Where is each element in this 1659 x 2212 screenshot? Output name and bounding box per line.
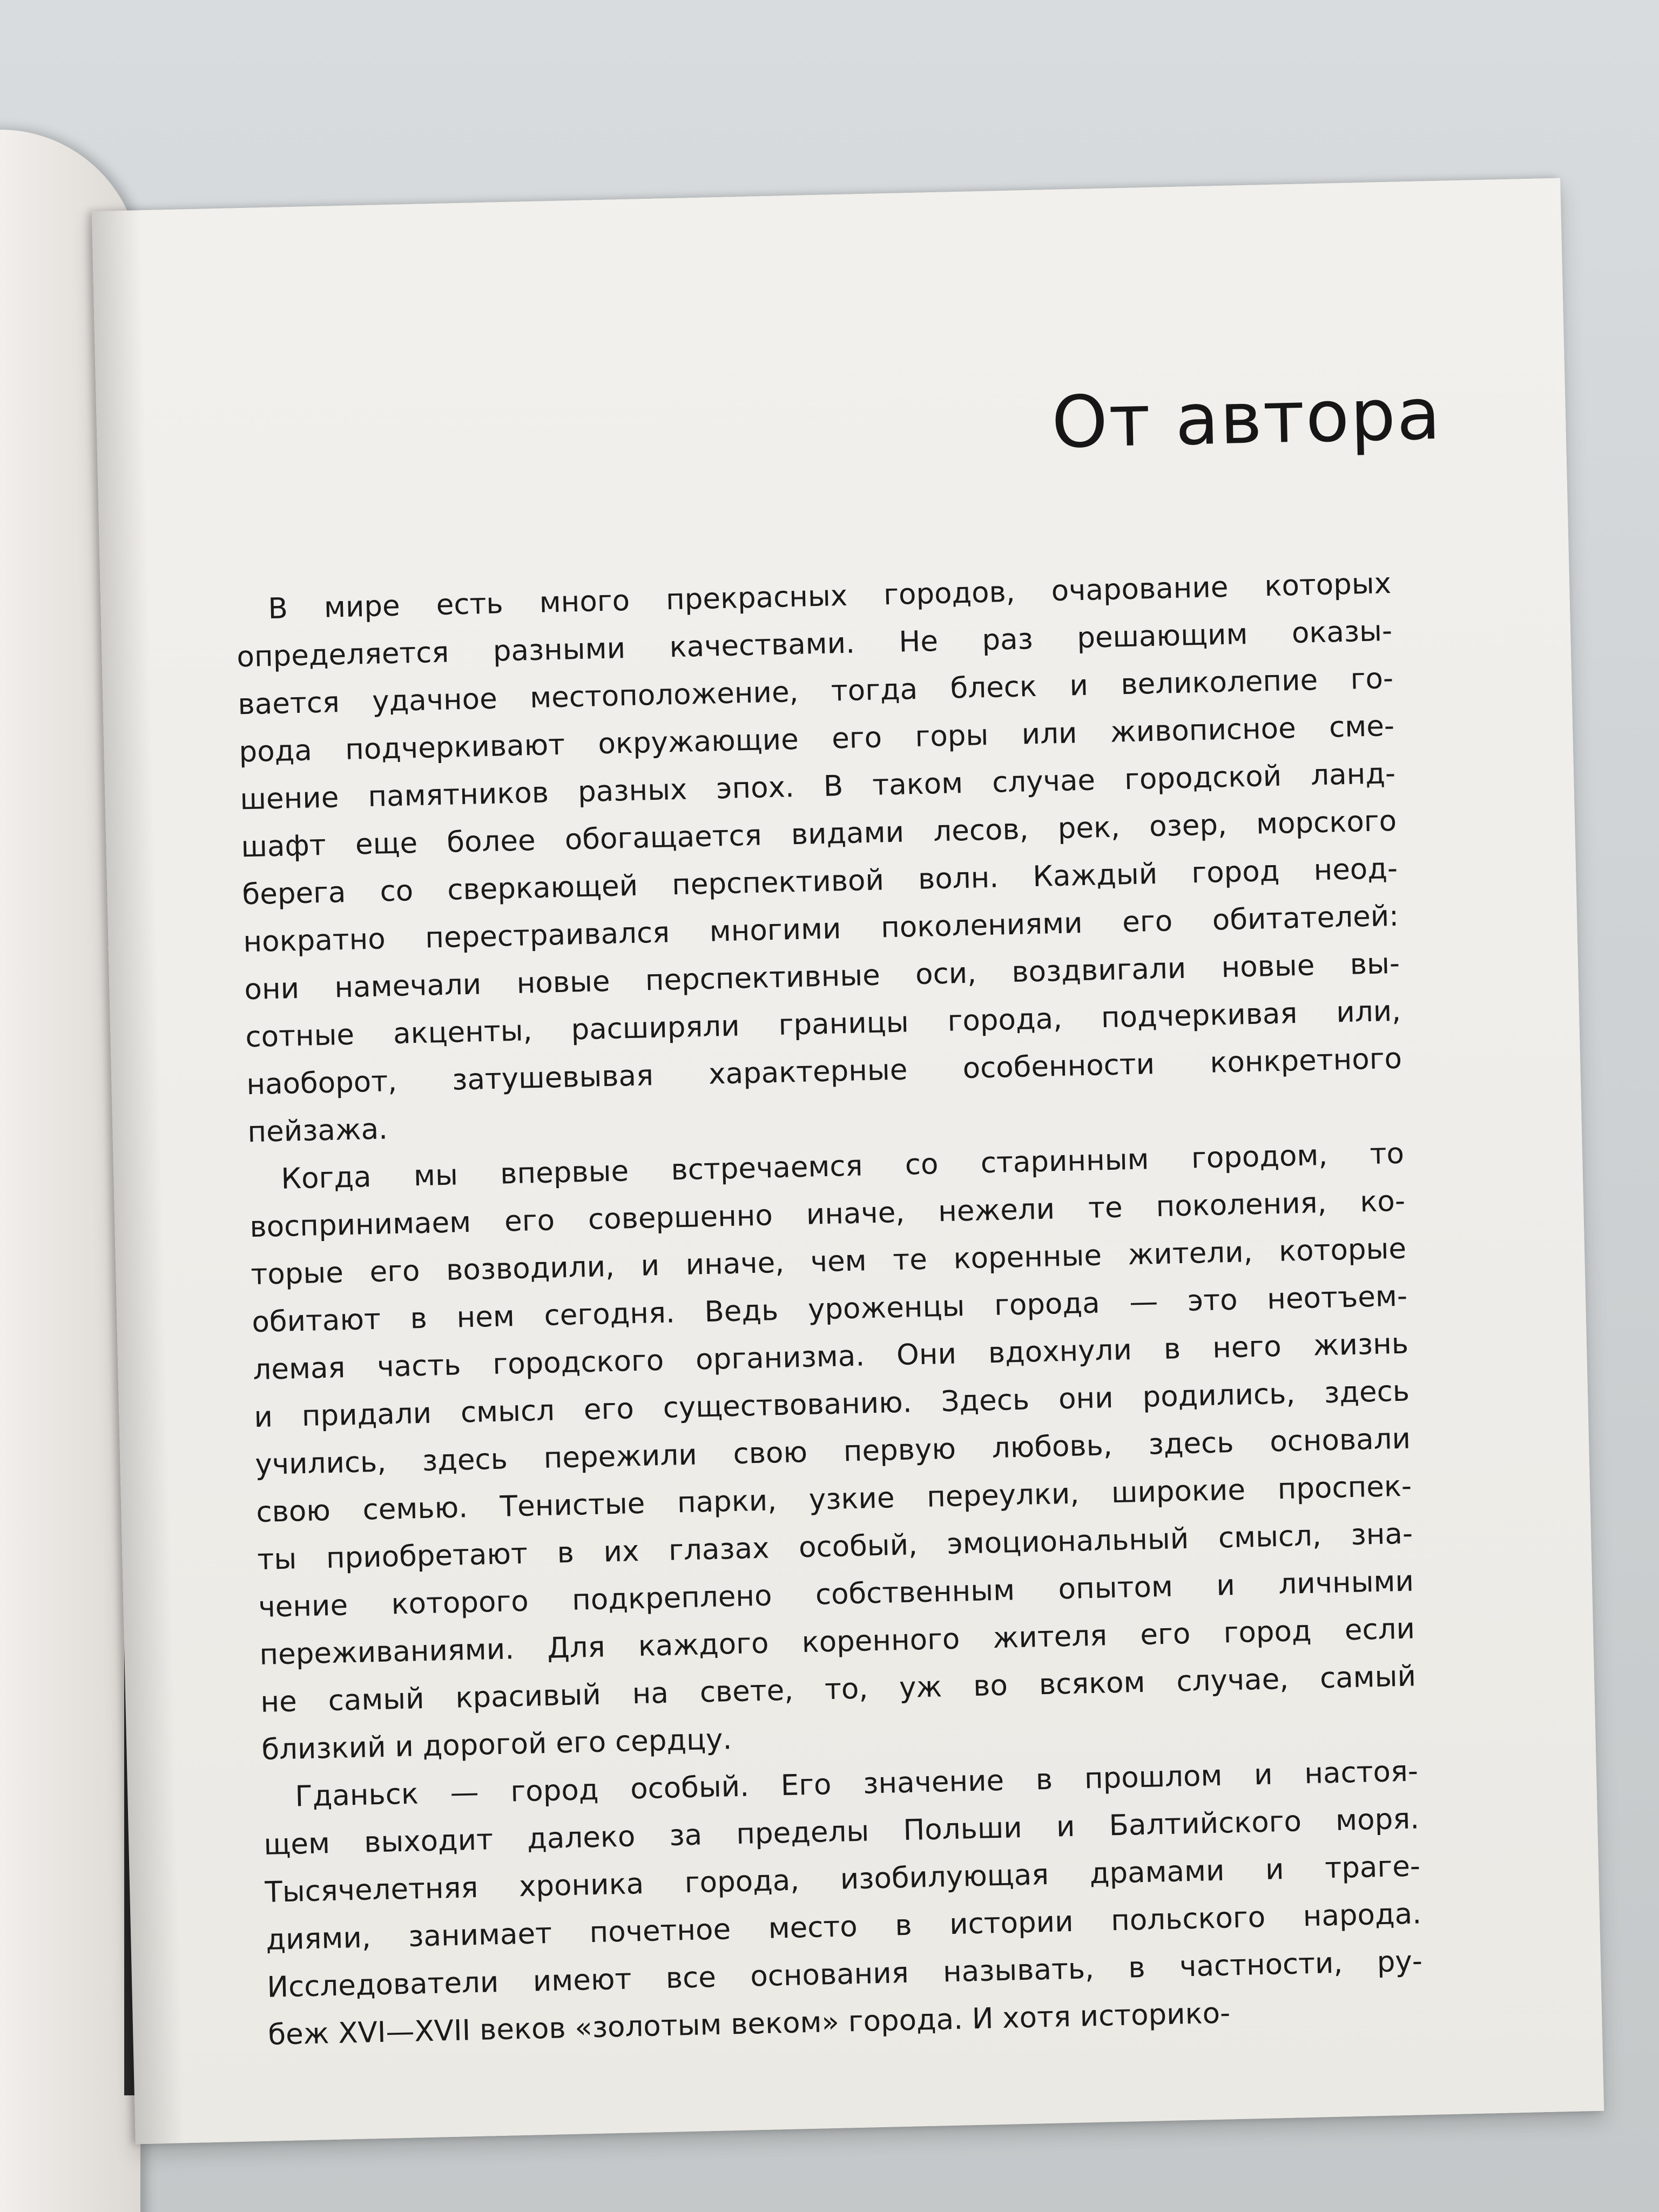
text-line: Когда мы впервые встречаемся со старинным городом, то (280, 1137, 1405, 1196)
book-page (92, 178, 1604, 2144)
text-line: они намечали новые перспективные оси, воздвигали новые вы- (244, 947, 1400, 1007)
text-line: Исследователи имеют все основания называть, в частности, ру- (266, 1945, 1423, 2004)
text-line: Гданьск — город особый. Его значение в прошлом и настоя- (294, 1755, 1419, 1813)
text-line: В мире есть много прекрасных городов, очарование которых (267, 567, 1392, 626)
text-line: переживаниями. Для каждого коренного жителя его город если (259, 1612, 1415, 1671)
text-line: определяется разными качествами. Не раз решающим оказы- (236, 614, 1393, 674)
text-line: шафт еще более обогащается видами лесов, рек, озер, морского (240, 804, 1397, 864)
paragraph (235, 560, 1404, 1156)
text-line: рода подчеркивают окружающие его горы или живописное сме- (238, 709, 1395, 769)
text-line: торые его возводили, и иначе, чем те коренные жители, которые (250, 1232, 1407, 1292)
paragraph (248, 1130, 1418, 1774)
text-line: лемая часть городского организма. Они вдохнули в него жизнь (252, 1327, 1409, 1387)
text-line: щем выходит далеко за пределы Польши и Балтийского моря. (263, 1802, 1420, 1862)
text-line: свою семью. Тенистые парки, узкие переулки, широкие проспек- (255, 1469, 1412, 1529)
text-line: близкий и дорогой его сердцу. (261, 1723, 732, 1766)
text-line: шение памятников разных эпох. В таком случае городской ланд- (239, 757, 1396, 817)
text-line: вается удачное местоположение, тогда блеск и великолепие го- (237, 662, 1394, 721)
text-line: Тысячелетняя хроника города, изобилующая драмами и траге- (264, 1850, 1421, 1909)
text-line: наоборот, затушевывая характерные особенности конкретного (246, 1042, 1402, 1102)
text-line: ты приобретают в их глазах особый, эмоциональный смысл, зна- (257, 1517, 1413, 1576)
text-line: не самый красивый на свете, то, уж во всяком случае, самый (260, 1660, 1417, 1719)
body-text (235, 560, 1424, 2059)
text-line: обитают в нем сегодня. Ведь уроженцы города — это неотъем- (251, 1279, 1408, 1339)
text-line: воспринимаем его совершенно иначе, нежели те поколения, ко- (249, 1184, 1406, 1244)
text-line: пейзажа. (247, 1112, 388, 1149)
chapter-title: От автора (1050, 372, 1442, 465)
text-line: учились, здесь пережили свою первую любовь, здесь основали (254, 1422, 1411, 1482)
text-line: берега со сверкающей перспективой волн. Каждый город неод- (241, 852, 1398, 912)
text-line: беж XVI—XVII веков «золотым веком» города. И хотя историко- (267, 1997, 1231, 2052)
paragraph (262, 1748, 1424, 2059)
text-line: сотные акценты, расширяли границы города, подчеркивая или, (245, 994, 1401, 1054)
text-line: диями, занимает почетное место в истории польского народа. (265, 1897, 1422, 1957)
text-line: и придали смысл его существованию. Здесь они родились, здесь (253, 1374, 1410, 1434)
text-line: нократно перестраивался многими поколениями его обитателей: (242, 899, 1399, 959)
text-line: чение которого подкреплено собственным опытом и личными (258, 1564, 1414, 1624)
